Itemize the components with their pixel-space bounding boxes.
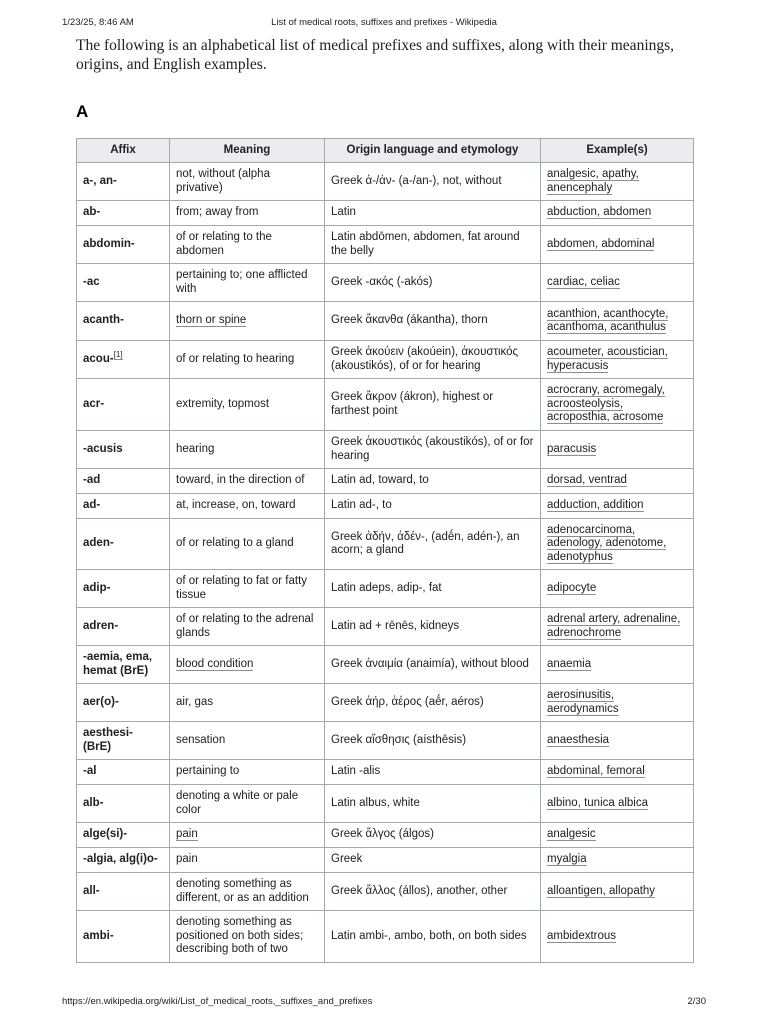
- origin-cell: [325, 848, 541, 873]
- column-header-affix[interactable]: Affix: [77, 139, 170, 163]
- meaning-cell: [170, 722, 325, 760]
- affix-cell: [77, 341, 170, 379]
- table-row: [77, 302, 694, 341]
- examples-cell[interactable]: [541, 264, 694, 302]
- affix-cell: -acusis: [77, 431, 170, 469]
- meaning-cell: [170, 760, 325, 785]
- meaning-cell: [170, 785, 325, 823]
- examples-link[interactable]: abduction, abdomen: [547, 206, 652, 219]
- origin-cell: [325, 823, 541, 848]
- table-row: [77, 823, 694, 848]
- section-heading-a: A: [76, 102, 89, 121]
- examples-link[interactable]: anaesthesia: [547, 733, 610, 746]
- examples-link[interactable]: dorsad, ventrad: [547, 474, 627, 487]
- meaning-text: hearing: [176, 442, 215, 455]
- meaning-text: denoting something as positioned on both sides; describing both of two: [176, 916, 304, 956]
- origin-text: Latin -alis: [331, 765, 381, 778]
- affix-cell: aer(o)-: [77, 684, 170, 722]
- affix-cell: aden-: [77, 519, 170, 570]
- affix-cell: alb-: [77, 785, 170, 823]
- origin-cell: [325, 785, 541, 823]
- examples-link[interactable]: albino, tunica albica: [547, 796, 649, 809]
- meaning-cell: [170, 469, 325, 494]
- meaning-cell: [170, 873, 325, 911]
- meaning-link[interactable]: blood condition: [176, 657, 254, 670]
- examples-cell[interactable]: [541, 163, 694, 201]
- meaning-cell: [170, 201, 325, 226]
- affix-cell: adren-: [77, 608, 170, 646]
- examples-cell[interactable]: [541, 302, 694, 341]
- origin-text: Greek ἀκουστικός (akoustikós), of or for hearing: [331, 436, 534, 462]
- table-row: [77, 722, 694, 760]
- affix-cell: alge(si)-: [77, 823, 170, 848]
- origin-text: Greek ἀκούειν (akoúein), ἀκουστικός (akoustikós), of or for hearing: [331, 346, 519, 372]
- meaning-cell: [170, 519, 325, 570]
- origin-cell: [325, 760, 541, 785]
- examples-link[interactable]: myalgia: [547, 853, 587, 866]
- meaning-text: at, increase, on, toward: [176, 499, 296, 512]
- examples-link[interactable]: analgesic: [547, 828, 596, 841]
- affix-cell: a-, an-: [77, 163, 170, 201]
- examples-link[interactable]: paracusis: [547, 442, 597, 455]
- examples-cell[interactable]: [541, 469, 694, 494]
- origin-cell: [325, 379, 541, 431]
- examples-cell[interactable]: [541, 722, 694, 760]
- origin-cell: [325, 684, 541, 722]
- table-row: [77, 785, 694, 823]
- table-row: [77, 608, 694, 646]
- meaning-text: sensation: [176, 733, 226, 746]
- table-row: [77, 519, 694, 570]
- origin-cell: [325, 163, 541, 201]
- examples-cell[interactable]: [541, 570, 694, 608]
- meaning-cell: [170, 341, 325, 379]
- origin-cell: [325, 608, 541, 646]
- meaning-text: of or relating to hearing: [176, 352, 295, 365]
- examples-cell[interactable]: [541, 341, 694, 379]
- examples-link[interactable]: aerosinusitis, aerodynamics: [547, 689, 619, 715]
- meaning-text: of or relating to a gland: [176, 537, 294, 550]
- examples-link[interactable]: analgesic, apathy, anencephaly: [547, 168, 639, 194]
- examples-cell[interactable]: [541, 379, 694, 431]
- meaning-text: pain: [176, 853, 198, 866]
- examples-link[interactable]: alloantigen, allopathy: [547, 884, 656, 897]
- meaning-cell: [170, 684, 325, 722]
- examples-cell[interactable]: [541, 226, 694, 264]
- meaning-cell: [170, 226, 325, 264]
- meaning-link[interactable]: thorn or spine: [176, 314, 247, 327]
- table-row: [77, 494, 694, 519]
- meaning-text: extremity, topmost: [176, 397, 270, 410]
- column-header-meaning[interactable]: Meaning: [170, 139, 325, 163]
- table-row: [77, 684, 694, 722]
- affix-cell: -ad: [77, 469, 170, 494]
- affix-cell: -ac: [77, 264, 170, 302]
- origin-text: Greek ἄλγος (álgos): [331, 828, 434, 841]
- table-row: [77, 848, 694, 873]
- affix-cell: ambi-: [77, 911, 170, 963]
- origin-text: Greek -ακός (-akós): [331, 275, 433, 288]
- meaning-text: pertaining to: [176, 765, 240, 778]
- affix-cell: ad-: [77, 494, 170, 519]
- meaning-cell: [170, 646, 325, 684]
- affix-cell: -al: [77, 760, 170, 785]
- table-row: [77, 469, 694, 494]
- examples-cell[interactable]: [541, 848, 694, 873]
- examples-link[interactable]: adrenal artery, adrenaline, adrenochrome: [547, 613, 681, 639]
- origin-text: Latin ad-, to: [331, 499, 392, 512]
- origin-cell: [325, 264, 541, 302]
- examples-cell[interactable]: [541, 873, 694, 911]
- meaning-text: of or relating to the abdomen: [176, 231, 272, 257]
- meaning-text: not, without (alpha privative): [176, 168, 270, 194]
- origin-text: Latin: [331, 206, 356, 219]
- examples-cell[interactable]: [541, 684, 694, 722]
- examples-link[interactable]: adduction, addition: [547, 499, 644, 512]
- examples-link[interactable]: adipocyte: [547, 581, 597, 594]
- origin-text: Latin ad + rēnēs, kidneys: [331, 619, 460, 632]
- affix-text: acou-: [83, 352, 114, 365]
- origin-text: Greek αἴσθησις (aísthēsis): [331, 733, 467, 746]
- meaning-cell: [170, 302, 325, 341]
- origin-text: Greek: [331, 853, 363, 866]
- origin-text: Latin albus, white: [331, 796, 420, 809]
- origin-text: Latin ad, toward, to: [331, 474, 429, 487]
- origin-cell: [325, 341, 541, 379]
- page-number: 2/30: [687, 996, 706, 1007]
- meaning-cell: [170, 494, 325, 519]
- meaning-text: of or relating to fat or fatty tissue: [176, 575, 308, 601]
- table-row: [77, 646, 694, 684]
- origin-text: Greek ἄλλος (állos), another, other: [331, 884, 508, 897]
- examples-link[interactable]: anaemia: [547, 657, 592, 670]
- examples-cell[interactable]: [541, 201, 694, 226]
- meaning-text: of or relating to the adrenal glands: [176, 613, 314, 639]
- table-row: [77, 760, 694, 785]
- table-row: [77, 163, 694, 201]
- table-header-row: [77, 139, 694, 163]
- affix-cell: adip-: [77, 570, 170, 608]
- origin-cell: [325, 469, 541, 494]
- origin-text: Greek ἀναιμία (anaimía), without blood: [331, 657, 529, 670]
- origin-cell: [325, 226, 541, 264]
- origin-text: Greek ἄκρον (ákron), highest or farthest point: [331, 391, 494, 417]
- meaning-text: from; away from: [176, 206, 259, 219]
- origin-cell: [325, 873, 541, 911]
- affix-cell: -algia, alg(i)o-: [77, 848, 170, 873]
- examples-cell[interactable]: [541, 911, 694, 963]
- column-header-origin[interactable]: Origin language and etymology: [325, 139, 541, 163]
- meaning-cell: [170, 608, 325, 646]
- origin-text: Greek ἀδήν, ἀδέν-, (adḗn, adén-), an acorn; a gland: [331, 530, 520, 556]
- examples-cell[interactable]: [541, 431, 694, 469]
- examples-cell[interactable]: [541, 494, 694, 519]
- origin-text: Greek ἄκανθα (ákantha), thorn: [331, 314, 488, 327]
- origin-text: Greek ἀ-/ἀν- (a-/an-), not, without: [331, 174, 502, 187]
- affix-table: [76, 138, 694, 963]
- origin-text: Latin adeps, adip-, fat: [331, 581, 442, 594]
- table-row: [77, 201, 694, 226]
- table-row: [77, 226, 694, 264]
- meaning-cell: [170, 848, 325, 873]
- examples-link[interactable]: abdominal, femoral: [547, 765, 645, 778]
- origin-text: Latin abdōmen, abdomen, fat around the belly: [331, 231, 520, 257]
- origin-cell: [325, 201, 541, 226]
- meaning-cell: [170, 264, 325, 302]
- intro-paragraph: The following is an alphabetical list of medical prefixes and suffixes, along with their meanings, origins, and English examples.: [76, 37, 675, 73]
- origin-cell: [325, 722, 541, 760]
- meaning-text: denoting something as different, or as an addition: [176, 878, 309, 904]
- origin-cell: [325, 646, 541, 684]
- examples-cell[interactable]: [541, 760, 694, 785]
- examples-link[interactable]: adenocarcinoma, adenology, adenotome, adenotyphus: [547, 523, 667, 563]
- affix-cell: acr-: [77, 379, 170, 431]
- table-row: [77, 431, 694, 469]
- origin-cell: [325, 431, 541, 469]
- meaning-cell: [170, 379, 325, 431]
- meaning-text: toward, in the direction of: [176, 474, 305, 487]
- print-page-title: List of medical roots, suffixes and prefixes - Wikipedia: [271, 17, 497, 28]
- examples-cell[interactable]: [541, 519, 694, 570]
- table-row: [77, 264, 694, 302]
- examples-link[interactable]: acanthion, acanthocyte, acanthoma, acanthulus: [547, 307, 669, 333]
- affix-cell: aesthesi- (BrE): [77, 722, 170, 760]
- meaning-cell: [170, 163, 325, 201]
- table-row: [77, 379, 694, 431]
- origin-cell: [325, 911, 541, 963]
- table-row: [77, 911, 694, 963]
- origin-cell: [325, 494, 541, 519]
- affix-cell: abdomin-: [77, 226, 170, 264]
- print-datetime: 1/23/25, 8:46 AM: [62, 17, 134, 28]
- affix-cell: all-: [77, 873, 170, 911]
- origin-cell: [325, 302, 541, 341]
- meaning-cell: [170, 823, 325, 848]
- meaning-text: air, gas: [176, 695, 214, 708]
- table-row: [77, 570, 694, 608]
- origin-cell: [325, 570, 541, 608]
- reference-link[interactable]: [1]: [113, 349, 123, 359]
- table-row: [77, 873, 694, 911]
- origin-text: Greek ἀήρ, ἀέρος (aḗr, aéros): [331, 695, 484, 708]
- meaning-link[interactable]: pain: [176, 828, 198, 841]
- examples-link[interactable]: acrocrany, acromegaly, acroosteolysis, acroposthia, acrosome: [547, 384, 665, 424]
- examples-link[interactable]: abdomen, abdominal: [547, 237, 655, 250]
- affix-cell: -aemia, ema, hemat (BrE): [77, 646, 170, 684]
- affix-cell: acanth-: [77, 302, 170, 341]
- meaning-text: pertaining to; one afflicted with: [176, 269, 308, 295]
- examples-cell[interactable]: [541, 608, 694, 646]
- examples-cell[interactable]: [541, 785, 694, 823]
- meaning-cell: [170, 911, 325, 963]
- examples-cell[interactable]: [541, 646, 694, 684]
- examples-cell[interactable]: [541, 823, 694, 848]
- table-row: [77, 341, 694, 379]
- column-header-examples[interactable]: Example(s): [541, 139, 694, 163]
- examples-link[interactable]: ambidextrous: [547, 929, 617, 942]
- meaning-cell: [170, 570, 325, 608]
- examples-link[interactable]: cardiac, celiac: [547, 275, 620, 288]
- affix-cell: ab-: [77, 201, 170, 226]
- print-header: [62, 17, 706, 31]
- origin-cell: [325, 519, 541, 570]
- examples-link[interactable]: acoumeter, acoustician, hyperacusis: [547, 346, 668, 372]
- print-footer: [62, 996, 706, 1010]
- meaning-cell: [170, 431, 325, 469]
- page-url[interactable]: https://en.wikipedia.org/wiki/List_of_medical_roots,_suffixes_and_prefixes: [62, 996, 373, 1007]
- origin-text: Latin ambi-, ambo, both, on both sides: [331, 929, 527, 942]
- meaning-text: denoting a white or pale color: [176, 790, 299, 816]
